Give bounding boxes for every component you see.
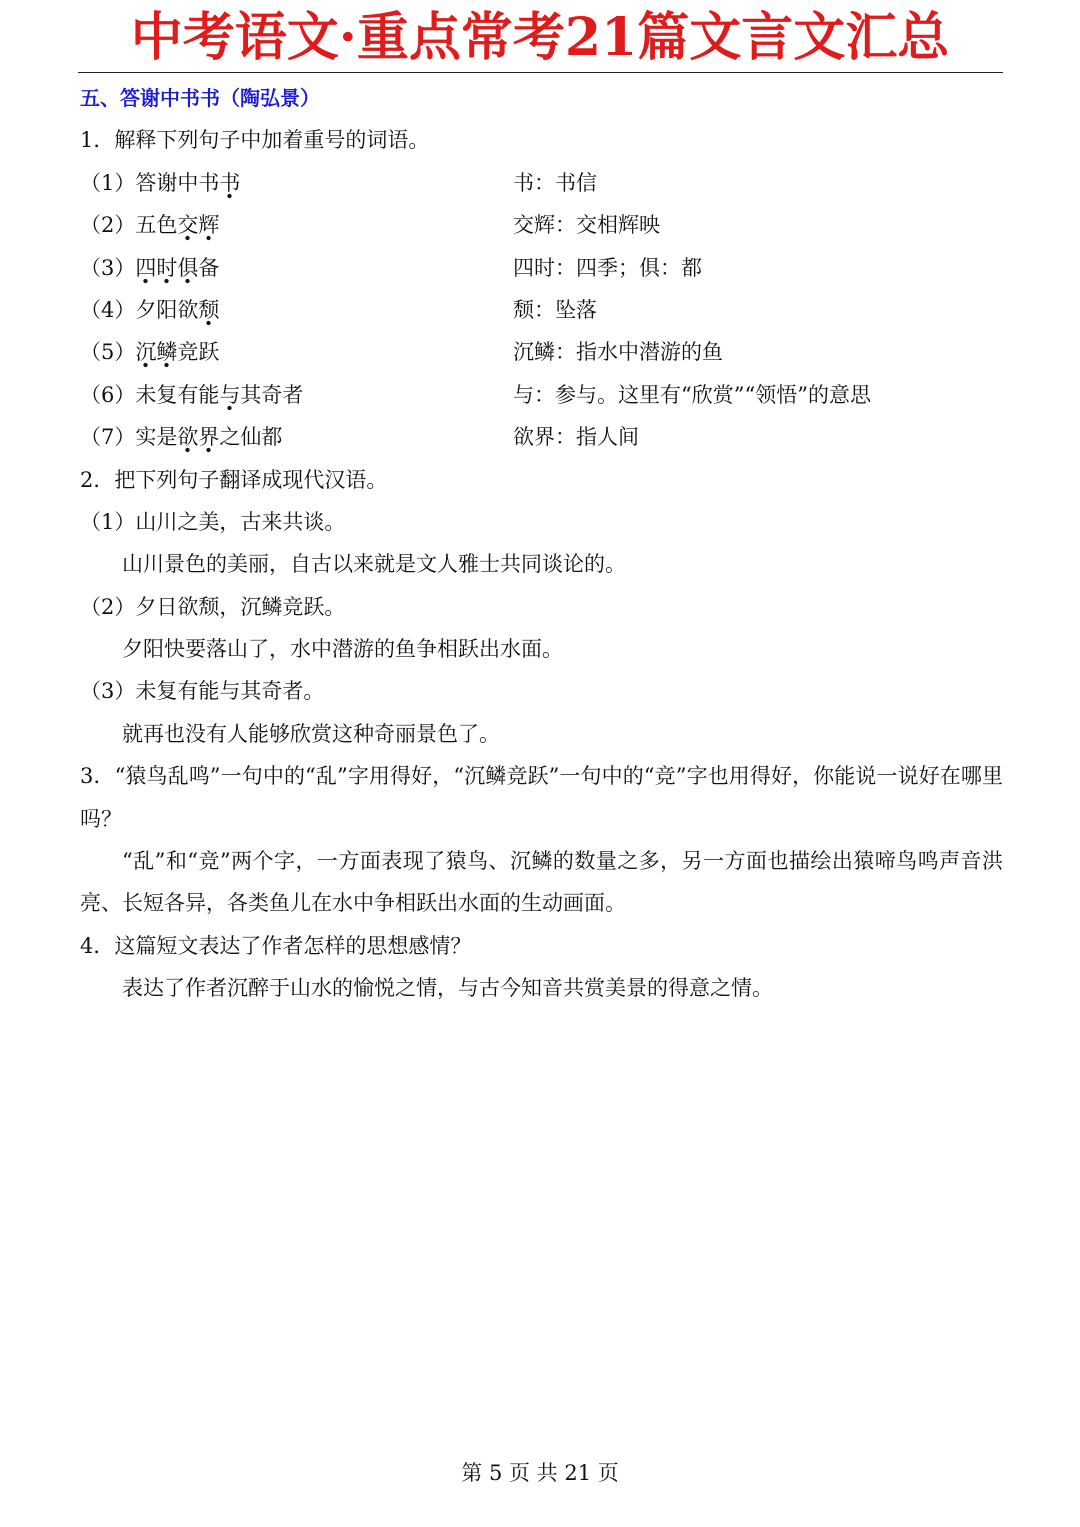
sentence-part: 实是 [135, 425, 178, 450]
vocab-item [80, 289, 1003, 331]
title-divider [78, 72, 1003, 73]
vocab-definition: 交辉：交相辉映 [513, 213, 660, 238]
vocab-definition: 与：参与。这里有“欣赏”“领悟”的意思 [513, 382, 871, 407]
item-number: （4） [80, 297, 136, 322]
document-title: 中考语文·重点常考21篇文言文汇总 [130, 7, 950, 68]
sentence-part: 书 [219, 171, 240, 199]
section-heading: 五、答谢中书书（陶弘景） [80, 86, 320, 110]
item-number: （3） [80, 255, 136, 280]
sentence-part: 五色 [135, 213, 178, 238]
sentence-part: 交辉 [177, 213, 219, 241]
item-number: （1） [80, 170, 136, 195]
question-3-answer: “乱”和“竞”两个字，一方面表现了猿鸟、沉鳞的数量之多，另一方面也描绘出猿啼鸟鸣声音洪亮、长短各异，各类鱼儿在水中争相跃出水面的生动画面。 [80, 849, 1003, 916]
item-number: （6） [80, 382, 136, 407]
vocab-definition: 书：书信 [513, 170, 597, 195]
sentence-part: 与 [219, 383, 240, 411]
vocab-sentence [80, 416, 513, 458]
sentence-part: 四时 [135, 256, 177, 284]
vocab-definition: 四时：四季；俱：都 [513, 255, 702, 280]
translation-answer: 山川景色的美丽，自古以来就是文人雅士共同谈论的。 [122, 552, 626, 577]
sentence-part: 其奇者 [240, 382, 304, 407]
sentence-part: 沉鳞 [135, 340, 177, 368]
item-number: （5） [80, 340, 136, 365]
item-number: （2） [80, 213, 136, 238]
vocab-sentence [80, 289, 513, 331]
translation-source: （2）夕日欲颓，沉鳞竞跃。 [80, 594, 346, 619]
sentence-part: 俱 [177, 256, 198, 284]
sentence-part: 竞跃 [177, 340, 220, 365]
sentence-part: 夕阳欲 [135, 297, 199, 322]
sentence-part: 答谢中书 [135, 170, 220, 195]
translation-answer: 夕阳快要落山了，水中潜游的鱼争相跃出水面。 [122, 637, 563, 662]
vocab-item [80, 204, 1003, 246]
vocab-item [80, 247, 1003, 289]
question-2-prompt: 2．把下列句子翻译成现代汉语。 [80, 467, 388, 492]
sentence-part: 颓 [198, 298, 219, 326]
sentence-part: 欲界 [177, 425, 219, 453]
translation-answer: 就再也没有人能够欣赏这种奇丽景色了。 [122, 721, 500, 746]
sentence-part: 备 [198, 255, 220, 280]
question-4-answer: 表达了作者沉醉于山水的愉悦之情，与古今知音共赏美景的得意之情。 [122, 976, 773, 1001]
vocab-sentence [80, 247, 513, 289]
translation-source: （3）未复有能与其奇者。 [80, 679, 325, 704]
vocab-item [80, 162, 1003, 204]
vocab-definition: 沉鳞：指水中潜游的鱼 [513, 340, 723, 365]
vocab-item [80, 416, 1003, 458]
vocab-sentence [80, 374, 513, 416]
sentence-part: 未复有能 [135, 382, 220, 407]
vocab-definition: 欲界：指人间 [513, 425, 639, 450]
vocab-sentence [80, 204, 513, 246]
question-3-prompt: 3．“猿鸟乱鸣”一句中的“乱”字用得好，“沉鳞竞跃”一句中的“竞”字也用得好，你能说一说好在哪里吗？ [80, 764, 1003, 831]
sentence-part: 之仙都 [219, 425, 283, 450]
vocab-sentence [80, 162, 513, 204]
vocab-sentence [80, 331, 513, 373]
item-number: （7） [80, 425, 136, 450]
vocab-definition: 颓：坠落 [513, 297, 597, 322]
question-4-prompt: 4．这篇短文表达了作者怎样的思想感情？ [80, 933, 472, 958]
page-content [80, 77, 1003, 1010]
vocab-item [80, 331, 1003, 373]
page-footer: 第 5 页 共 21 页 [461, 1461, 619, 1485]
vocab-item [80, 374, 1003, 416]
translation-source: （1）山川之美，古来共谈。 [80, 509, 346, 534]
question-1-prompt: 1．解释下列句子中加着重号的词语。 [80, 128, 430, 153]
